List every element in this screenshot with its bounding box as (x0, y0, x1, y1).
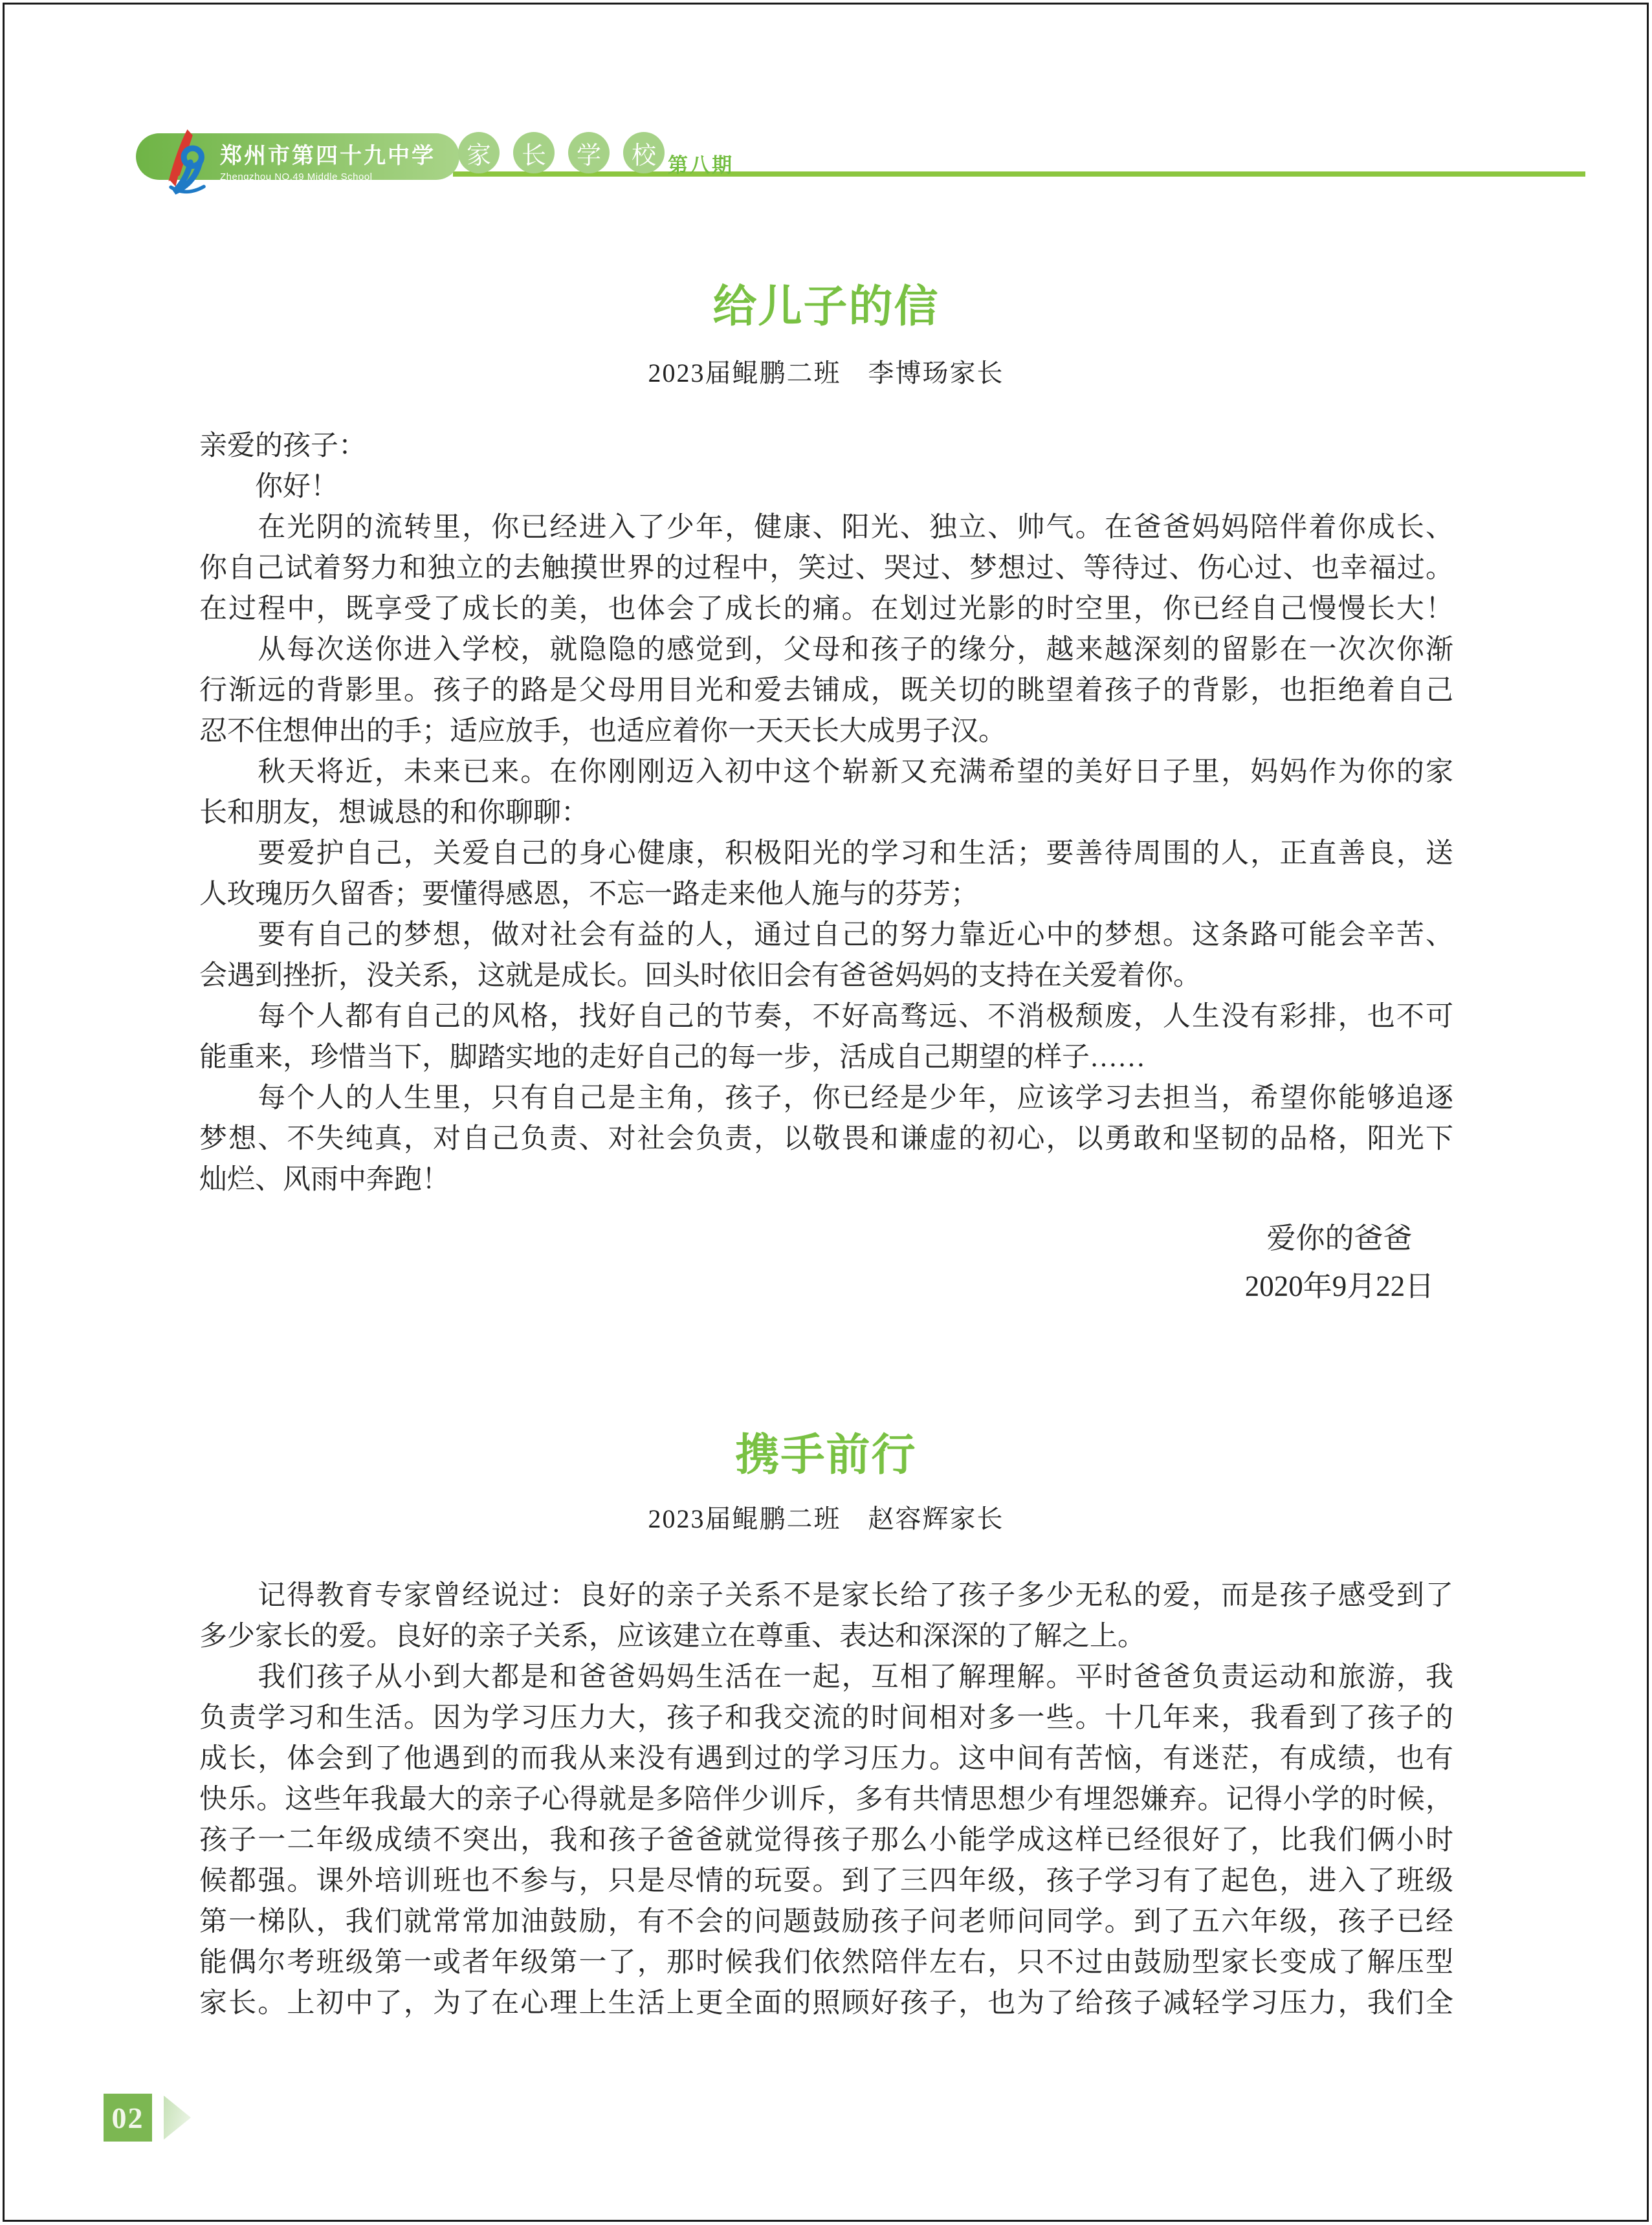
letter-2-byline: 2023届鲲鹏二班 赵容辉家长 (648, 1504, 1004, 1533)
masthead-badges (458, 132, 665, 173)
badge-jia: 家 (458, 132, 500, 173)
text-line: 忍不住想伸出的手；适应放手，也适应着你一天天长大成男子汉。 (199, 716, 1006, 747)
text-line: 要有自己的梦想，做对社会有益的人，通过自己的努力靠近心中的梦想。这条路可能会辛苦、 (199, 920, 1453, 950)
text-line: 能偶尔考班级第一或者年级第一了，那时候我们依然陪伴左右，只不过由鼓励型家长变成了解压型 (199, 1947, 1453, 1978)
text-line: 亲爱的孩子： (199, 431, 366, 461)
badge-xiao: 校 (623, 132, 665, 173)
text-line: 成长，体会到了他遇到的而我从来没有遇到过的学习压力。这中间有苦恼，有迷茫，有成绩，也有 (199, 1744, 1453, 1774)
letter-1-body (199, 426, 1453, 1200)
school-logo-49-icon (158, 128, 211, 197)
text-line: 行渐远的背影里。孩子的路是父母用目光和爱去铺成，既关切的眺望着孩子的背影，也拒绝着自己 (199, 675, 1453, 706)
badge-xue: 学 (568, 132, 610, 173)
text-line: 爱你的爸爸 (1266, 1222, 1413, 1255)
text-line: 多少家长的爱。良好的亲子关系，应该建立在尊重、表达和深深的了解之上。 (199, 1621, 1145, 1652)
text-line: 从每次送你进入学校，就隐隐的感觉到，父母和孩子的缘分，越来越深刻的留影在一次次你渐 (199, 635, 1453, 665)
school-name-en: Zhengzhou NO.49 Middle School (220, 171, 373, 182)
text-line: 快乐。这些年我最大的亲子心得就是多陪伴少训斥，多有共情思想少有埋怨嫌弃。记得小学的时候， (199, 1784, 1453, 1815)
text-line: 记得教育专家曾经说过：良好的亲子关系不是家长给了孩子多少无私的爱，而是孩子感受到了 (199, 1581, 1453, 1611)
letter-1-byline: 2023届鲲鹏二班 李博玚家长 (648, 358, 1004, 388)
text-line: 要爱护自己，关爱自己的身心健康，积极阳光的学习和生活；要善待周围的人，正直善良，送 (199, 838, 1453, 869)
text-line: 梦想、不失纯真，对自己负责、对社会负责，以敬畏和谦虚的初心，以勇敢和坚韧的品格，阳光下 (199, 1124, 1453, 1154)
text-line: 能重来，珍惜当下，脚踏实地的走好自己的每一步，活成自己期望的样子…… (199, 1042, 1145, 1073)
text-line: 在过程中，既享受了成长的美，也体会了成长的痛。在划过光影的时空里，你已经自己慢慢长大！ (199, 594, 1453, 624)
text-line: 会遇到挫折，没关系，这就是成长。回头时依旧会有爸爸妈妈的支持在关爱着你。 (199, 961, 1201, 991)
text-line: 候都强。课外培训班也不参与，只是尽情的玩耍。到了三四年级，孩子学习有了起色，进入了班级 (199, 1866, 1453, 1896)
badge-zhang: 长 (513, 132, 555, 173)
text-line: 你自己试着努力和独立的去触摸世界的过程中，笑过、哭过、梦想过、等待过、伤心过、也幸福过。 (199, 553, 1453, 584)
text-line: 长和朋友，想诚恳的和你聊聊： (199, 798, 589, 828)
page-number: 02 (104, 2094, 152, 2142)
letter-1-signoff (1217, 1214, 1462, 1310)
text-line: 在光阴的流转里，你已经进入了少年，健康、阳光、独立、帅气。在爸爸妈妈陪伴着你成长、 (199, 512, 1453, 543)
school-name-cn: 郑州市第四十九中学 (220, 144, 435, 168)
text-line: 你好！ (199, 472, 338, 502)
letter-2-title: 携手前行 (735, 1430, 917, 1480)
letter-2-body (199, 1575, 1453, 2024)
text-line: 秋天将近，未来已来。在你刚刚迈入初中这个崭新又充满希望的美好日子里，妈妈作为你的家 (199, 757, 1453, 787)
text-line: 负责学习和生活。因为学习压力大，孩子和我交流的时间相对多一些。十几年来，我看到了孩子的 (199, 1703, 1453, 1733)
issue-label: 第八期 (668, 154, 734, 177)
letter-1-title: 给儿子的信 (712, 282, 940, 331)
text-line: 每个人都有自己的风格，找好自己的节奏，不好高骛远、不消极颓废，人生没有彩排，也不可 (199, 1002, 1453, 1032)
text-line: 我们孩子从小到大都是和爸爸妈妈生活在一起，互相了解理解。平时爸爸负责运动和旅游，我 (199, 1662, 1453, 1693)
text-line: 2020年9月22日 (1244, 1270, 1435, 1302)
text-line: 孩子一二年级成绩不突出，我和孩子爸爸就觉得孩子那么小能学成这样已经很好了，比我们俩小时 (199, 1825, 1453, 1856)
school-name (220, 138, 435, 182)
page-triangle-icon (164, 2096, 191, 2140)
text-line: 家长。上初中了，为了在心理上生活上更全面的照顾好孩子，也为了给孩子减轻学习压力，我们全 (199, 1988, 1453, 2019)
text-line: 每个人的人生里，只有自己是主角，孩子，你已经是少年，应该学习去担当，希望你能够追逐 (199, 1083, 1453, 1113)
text-line: 第一梯队，我们就常常加油鼓励，有不会的问题鼓励孩子问老师问同学。到了五六年级，孩子已经 (199, 1907, 1453, 1937)
school-banner (136, 133, 459, 180)
text-line: 人玫瑰历久留香；要懂得感恩，不忘一路走来他人施与的芬芳； (199, 879, 978, 910)
text-line: 灿烂、风雨中奔跑！ (199, 1165, 450, 1195)
